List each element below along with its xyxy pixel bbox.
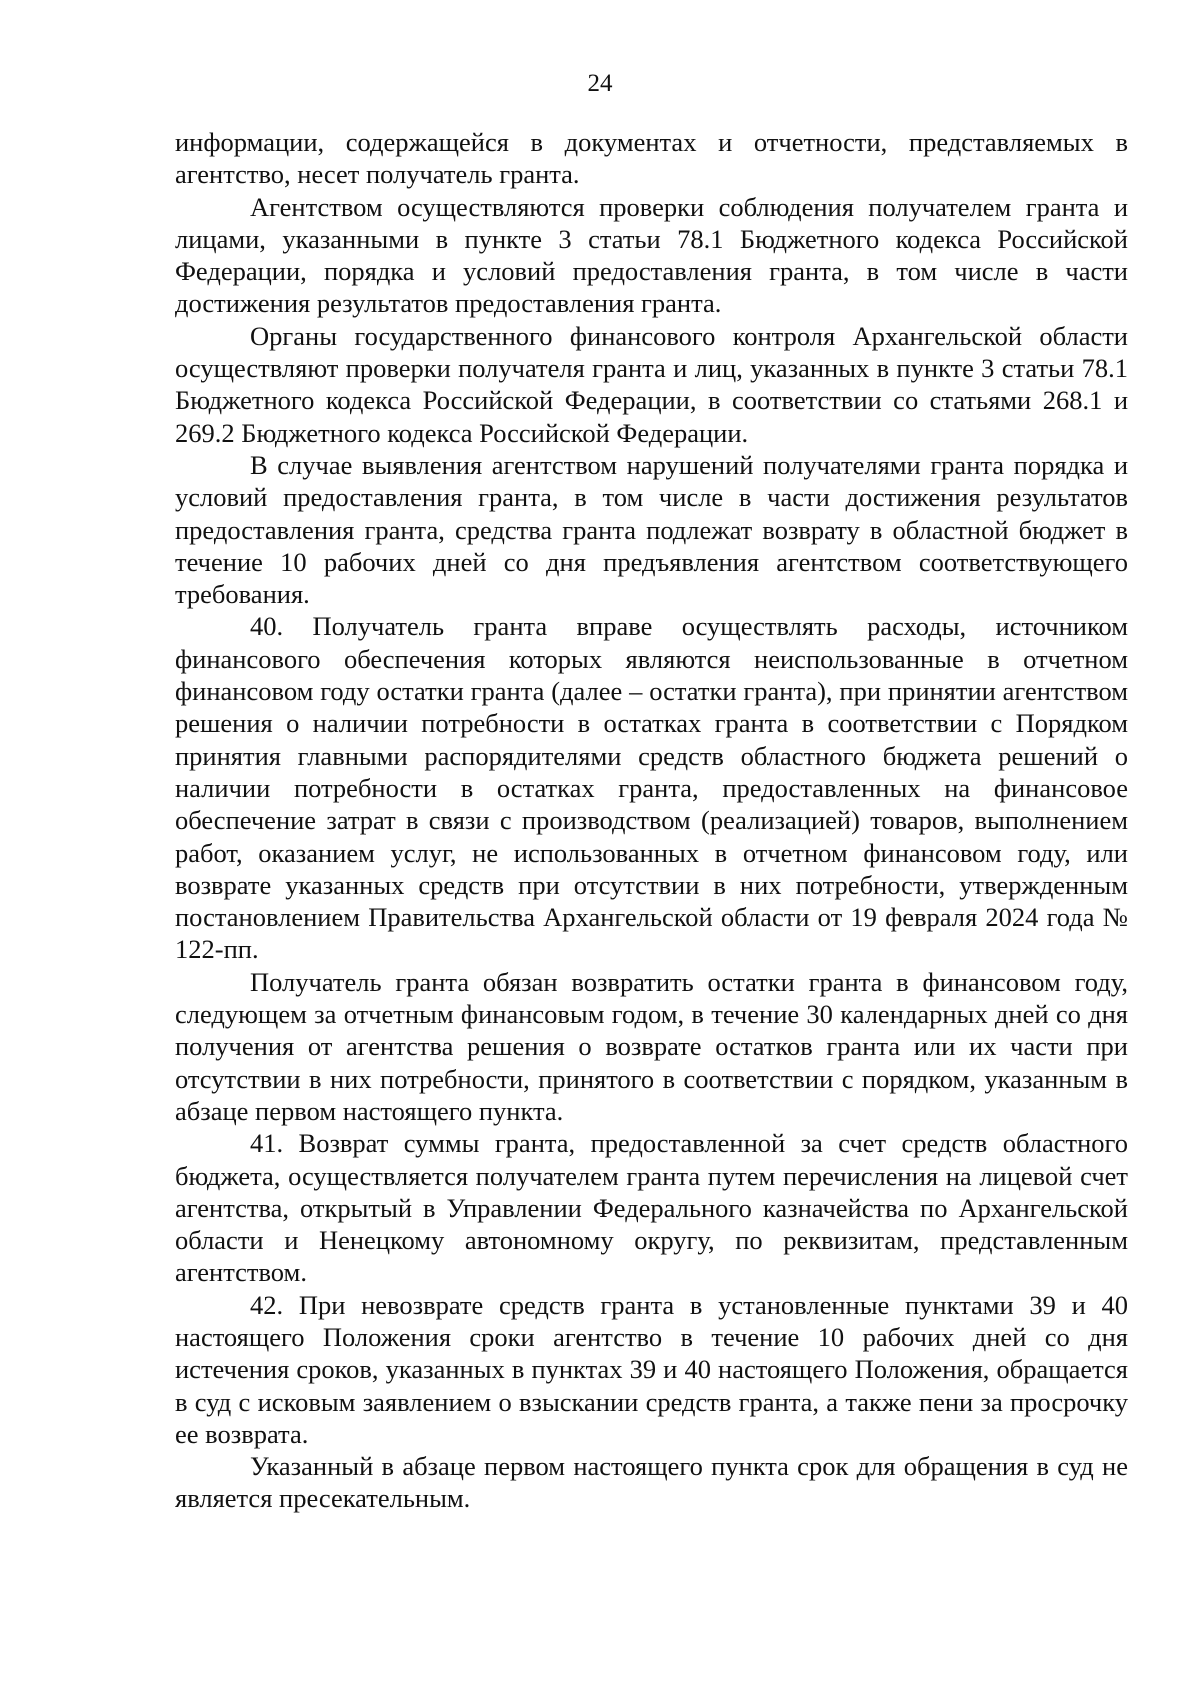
paragraph-item-42: 42. При невозврате средств гранта в установленные пунктами 39 и 40 настоящего Положения сроки агентство в течение 10 рабочих дней со дня истечения сроков, указанных в пунктах 39 и 40 настоящего Положения, обращается в суд с исковым заявлением о взыскании средств гранта, а также пени за просрочку ее возврата. [175, 1289, 1128, 1449]
paragraph-item-40: 40. Получатель гранта вправе осуществлять расходы, источником финансового обеспечения которых являются неиспользованные в отчетном финансовом году остатки гранта (далее – остатки гранта), при принятии агентством решения о наличии потребности в остатках гранта в соответствии с Порядком принятия главными распорядителями средств областного бюджета решений о наличии потребности в остатках гранта, предоставленных на финансовое обеспечение затрат в связи с производством (реализацией) товаров, выполнением работ, оказанием услуг, не использованных в отчетном финансовом году, или возврате указанных средств при отсутствии в них потребности, утвержденным постановлением Правительства Архангельской области от 19 февраля 2024 года № 122-пп. [175, 611, 1128, 965]
paragraph-item-41: 41. Возврат суммы гранта, предоставленной за счет средств областного бюджета, осуществляется получателем гранта путем перечисления на лицевой счет агентства, открытый в Управлении Федерального казначейства по Архангельской области и Ненецкому автономному округу, по реквизитам, представленным агентством. [175, 1128, 1128, 1288]
paragraph-return-balances: Получатель гранта обязан возвратить остатки гранта в финансовом году, следующем за отчетным финансовым годом, в течение 30 календарных дней со дня получения от агентства решения о возврате остатков гранта или их части при отсутствии в них потребности, принятого в соответствии с порядком, указанным в абзаце первом настоящего пункта. [175, 966, 1128, 1126]
paragraph-violations-refund: В случае выявления агентством нарушений получателями гранта порядка и условий предоставления гранта, в том числе в части достижения результатов предоставления гранта, средства гранта подлежат возврату в областной бюджет в течение 10 рабочих дней со дня предъявления агентством соответствующего требования. [175, 449, 1128, 610]
paragraph-financial-control: Органы государственного финансового контроля Архангельской области осуществляют проверки получателя гранта и лиц, указанных в пункте 3 статьи 78.1 Бюджетного кодекса Российской Федерации, в соответствии со статьями 268.1 и 269.2 Бюджетного кодекса Российской Федерации. [175, 320, 1128, 448]
paragraph-term-note: Указанный в абзаце первом настоящего пункта срок для обращения в суд не является пресекательным. [175, 1451, 1128, 1514]
paragraph-agency-inspections: Агентством осуществляются проверки соблюдения получателем гранта и лицами, указанными в пункте 3 статьи 78.1 Бюджетного кодекса Российской Федерации, порядка и условий предоставления гранта, в том числе в части достижения результатов предоставления гранта. [175, 191, 1128, 319]
paragraph-continuation: информации, содержащейся в документах и отчетности, представляемых в агентство, несет получатель гранта. [175, 127, 1128, 190]
page-number: 24 [587, 70, 613, 97]
document-body [175, 126, 1128, 1515]
